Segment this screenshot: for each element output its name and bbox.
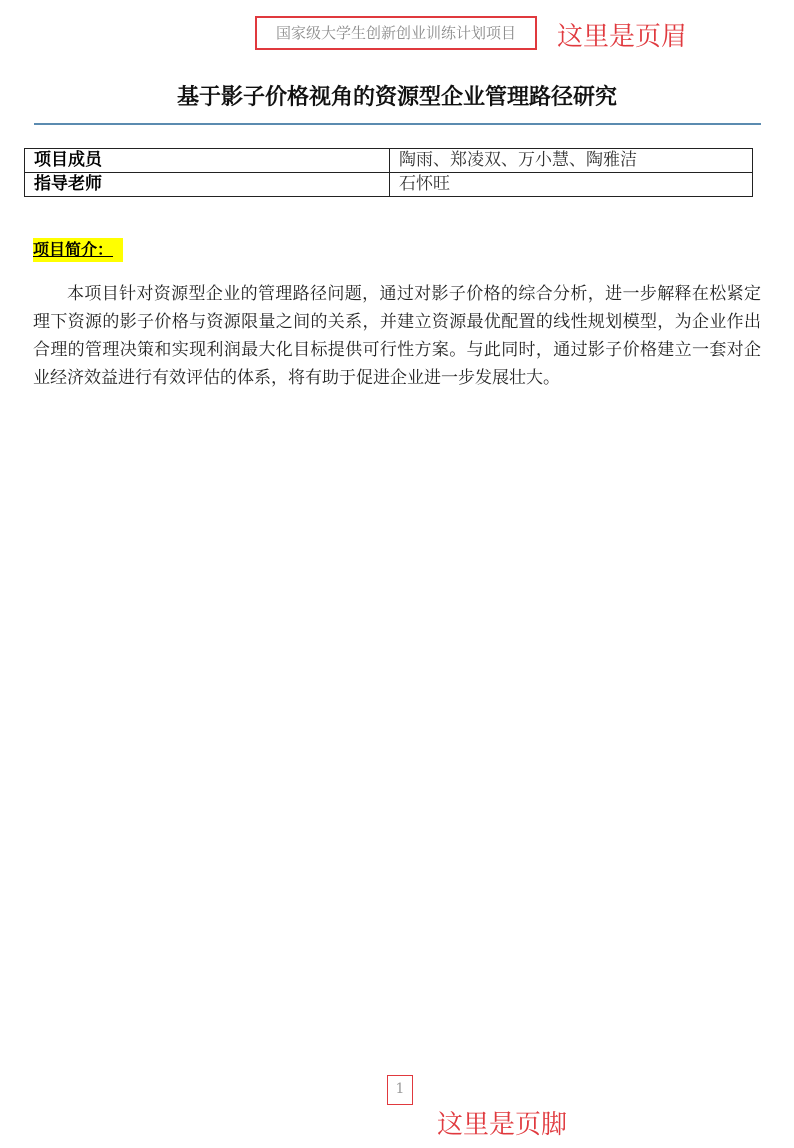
advisor-label: 指导老师 (25, 173, 390, 197)
page-footer (387, 1075, 413, 1105)
document-title: 基于影子价格视角的资源型企业管理路径研究 (176, 84, 617, 110)
page-header-text: 国家级大学生创新创业训练计划项目 (275, 24, 516, 42)
page-number: 1 (395, 1081, 405, 1097)
table-row (25, 173, 753, 197)
advisor-value: 石怀旺 (390, 173, 753, 197)
project-info-table (24, 148, 753, 197)
members-label: 项目成员 (25, 149, 390, 173)
header-annotation: 这里是页眉 (557, 22, 688, 52)
footer-annotation: 这里是页脚 (437, 1110, 568, 1140)
table-row (25, 149, 753, 173)
intro-heading: 项目简介： (33, 238, 123, 262)
intro-paragraph: 本项目针对资源型企业的管理路径问题，通过对影子价格的综合分析，进一步解释在松紧定理下资源的影子价格与资源限量之间的关系，并建立资源最优配置的线性规划模型，为企业作出合理的管理决策和实现利润最大化目标提供可行性方案。与此同时，通过影子价格建立一套对企业经济效益进行有效评估的体系，将有助于促进企业进一步发展壮大。 (33, 284, 761, 388)
page-header (255, 16, 537, 50)
members-value: 陶雨、郑凌双、万小慧、陶雅洁 (390, 149, 753, 173)
title-divider (34, 123, 761, 125)
